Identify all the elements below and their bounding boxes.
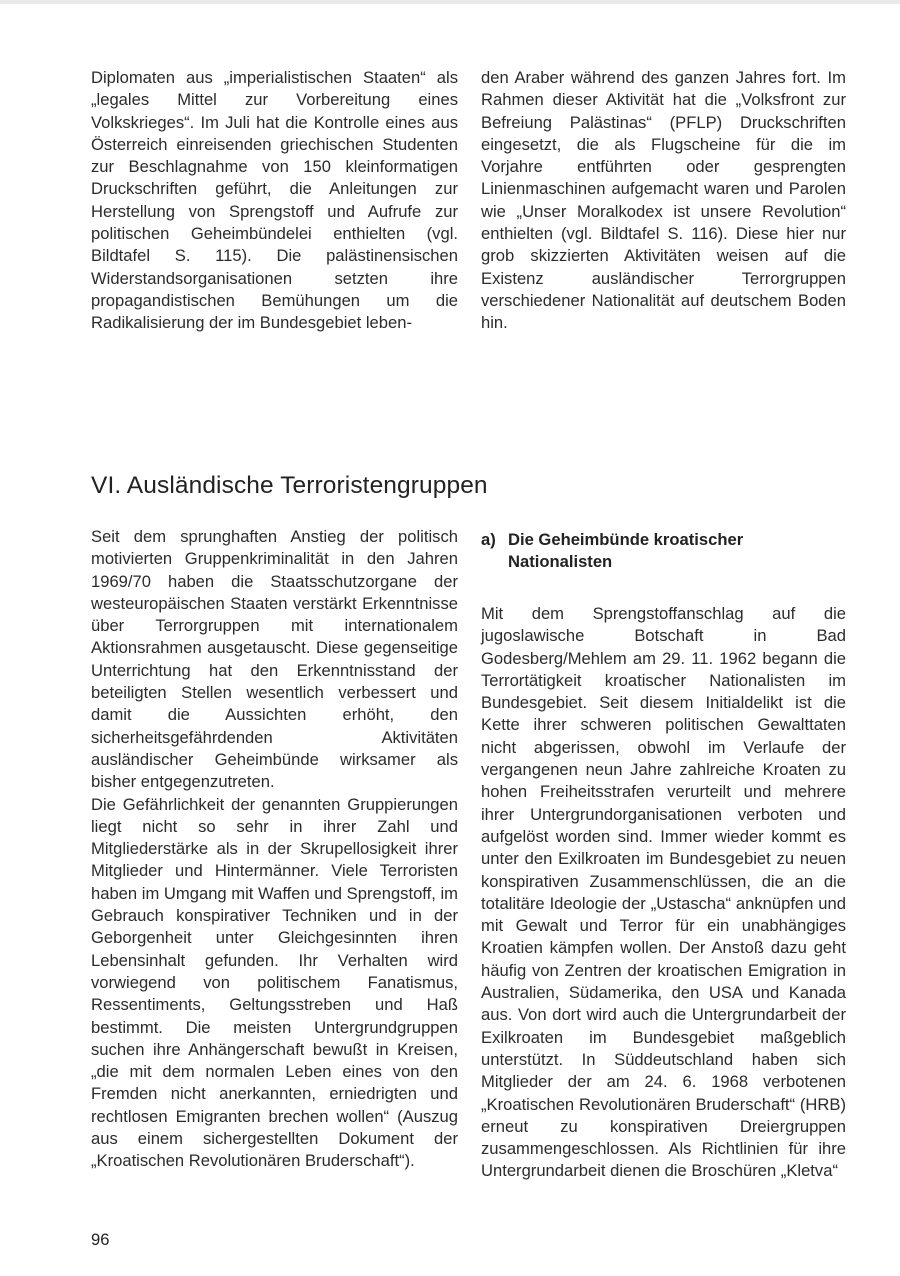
section-marker: a) xyxy=(481,530,496,549)
bottom-left-column xyxy=(91,526,458,1173)
body-paragraph: Mit dem Sprengstoffanschlag auf die jugoslawische Botschaft in Bad Godesberg/Mehlem am 29. 11. 1962 begann die Terrortätigkeit kroatischer Nationalisten im Bundesgebiet. Seit diesem Initialdelikt ist die Kette ihrer schweren politischen Gewalttaten nicht abgerissen, obwohl im Verlaufe der vergangenen neun Jahre zahlreiche Kroaten zu hohen Freiheitsstrafen verurteilt und mehrere ihrer Untergrundorganisationen verboten und aufgelöst worden sind. Immer wieder kommt es unter den Exilkroaten im Bundesgebiet zu neuen konspirativen Zusammenschlüssen, die an die totalitäre Ideologie der „Ustascha“ anknüpfen und mit Gewalt und Terror für ein unabhängiges Kroatien kämpfen wollen. Der Anstoß dazu geht häufig von Zentren der kroatischen Emigration in Australien, Südamerika, den USA und Kanada aus. Von dort wird auch die Untergrundarbeit der Exilkroaten im Bundesgebiet maßgeblich unterstützt. In Süddeutschland haben sich Mitglieder der am 24. 6. 1968 verbotenen „Kroatischen Revolutionären Bruderschaft“ (HRB) erneut zu konspirativen Dreiergruppen zusammengeschlossen. Als Richtlinien für ihre Untergrundarbeit dienen die Broschüren „Kletva“ xyxy=(481,604,846,1181)
section-heading-line2: Nationalisten xyxy=(508,552,613,572)
section-heading-line1: Die Geheimbünde kroatischer xyxy=(508,530,744,549)
top-left-column xyxy=(91,67,458,335)
body-paragraph: Diplomaten aus „imperialistischen Staaten“ als „legales Mittel zur Vorbereitung eines Volkskrieges“. Im Juli hat die Kontrolle eines aus Österreich einreisenden griechischen Studenten zur Beschlagnahme von 150 kleinformatigen Druckschriften geführt, die Anleitungen zur Herstellung von Sprengstoff und Aufrufe zur politischen Geheimbündelei enthielten (vgl. Bildtafel S. 115). Die palästinensischen Widerstandsorganisationen setzten ihre propagandistischen Bemühungen um die Radikalisierung der im Bundesgebiet leben- xyxy=(91,68,458,333)
body-paragraph: den Araber während des ganzen Jahres fort. Im Rahmen dieser Aktivität hat die „Volksfront zur Befreiung Palästinas“ (PFLP) Druckschriften eingesetzt, die als Flugscheine für die im Vorjahre entführten oder gesprengten Linienmaschinen aufgemacht waren und Parolen wie „Unser Moralkodex ist unsere Revolution“ enthielten (vgl. Bildtafel S. 116). Diese hier nur grob skizzierten Aktivitäten weisen auf die Existenz ausländischer Terrorgruppen verschiedener Nationalität auf deutschem Boden hin. xyxy=(481,68,846,333)
body-paragraph: Die Gefährlichkeit der genannten Gruppierungen liegt nicht so sehr in ihrer Zahl und Mitgliederstärke als in der Skrupellosigkeit ihrer Mitglieder und Hintermänner. Viele Terroristen haben im Umgang mit Waffen und Sprengstoff, im Gebrauch konspirativer Techniken und in der Geborgenheit unter Gleichgesinnten ihren Lebensinhalt gefunden. Ihr Verhalten wird vorwiegend von politischem Fanatismus, Ressentiments, Geltungsstreben und Haß bestimmt. Die meisten Untergrundgruppen suchen ihre Anhängerschaft bewußt in Kreisen, „die mit dem normalen Leben eines von den Fremden nicht anerkannten, erniedrigten und rechtlosen Emigranten brechen wollen“ (Auszug aus einem sichergestellten Dokument der „Kroatischen Revolutionären Bruderschaft“). xyxy=(91,794,458,1171)
section-heading xyxy=(481,529,846,574)
page-number: 96 xyxy=(91,1230,110,1249)
bottom-right-column xyxy=(481,603,846,1183)
top-right-column xyxy=(481,67,846,335)
scan-edge xyxy=(0,0,900,4)
body-paragraph: Seit dem sprunghaften Anstieg der politisch motivierten Gruppenkriminalität in den Jahren 1969/70 haben die Staatsschutzorgane der westeuropäischen Staaten verstärkt Erkenntnisse über Terrorgruppen mit internationalem Aktionsrahmen ausgetauscht. Diese gegenseitige Unterrichtung hat den Erkenntnisstand der beteiligten Stellen wesentlich verbessert und damit die Aussichten erhöht, den sicherheitsgefährdenden Aktivitäten ausländischer Geheimbünde wirksamer als bisher entgegenzutreten. xyxy=(91,527,458,792)
chapter-heading: VI. Ausländische Terroristengruppen xyxy=(91,472,488,499)
